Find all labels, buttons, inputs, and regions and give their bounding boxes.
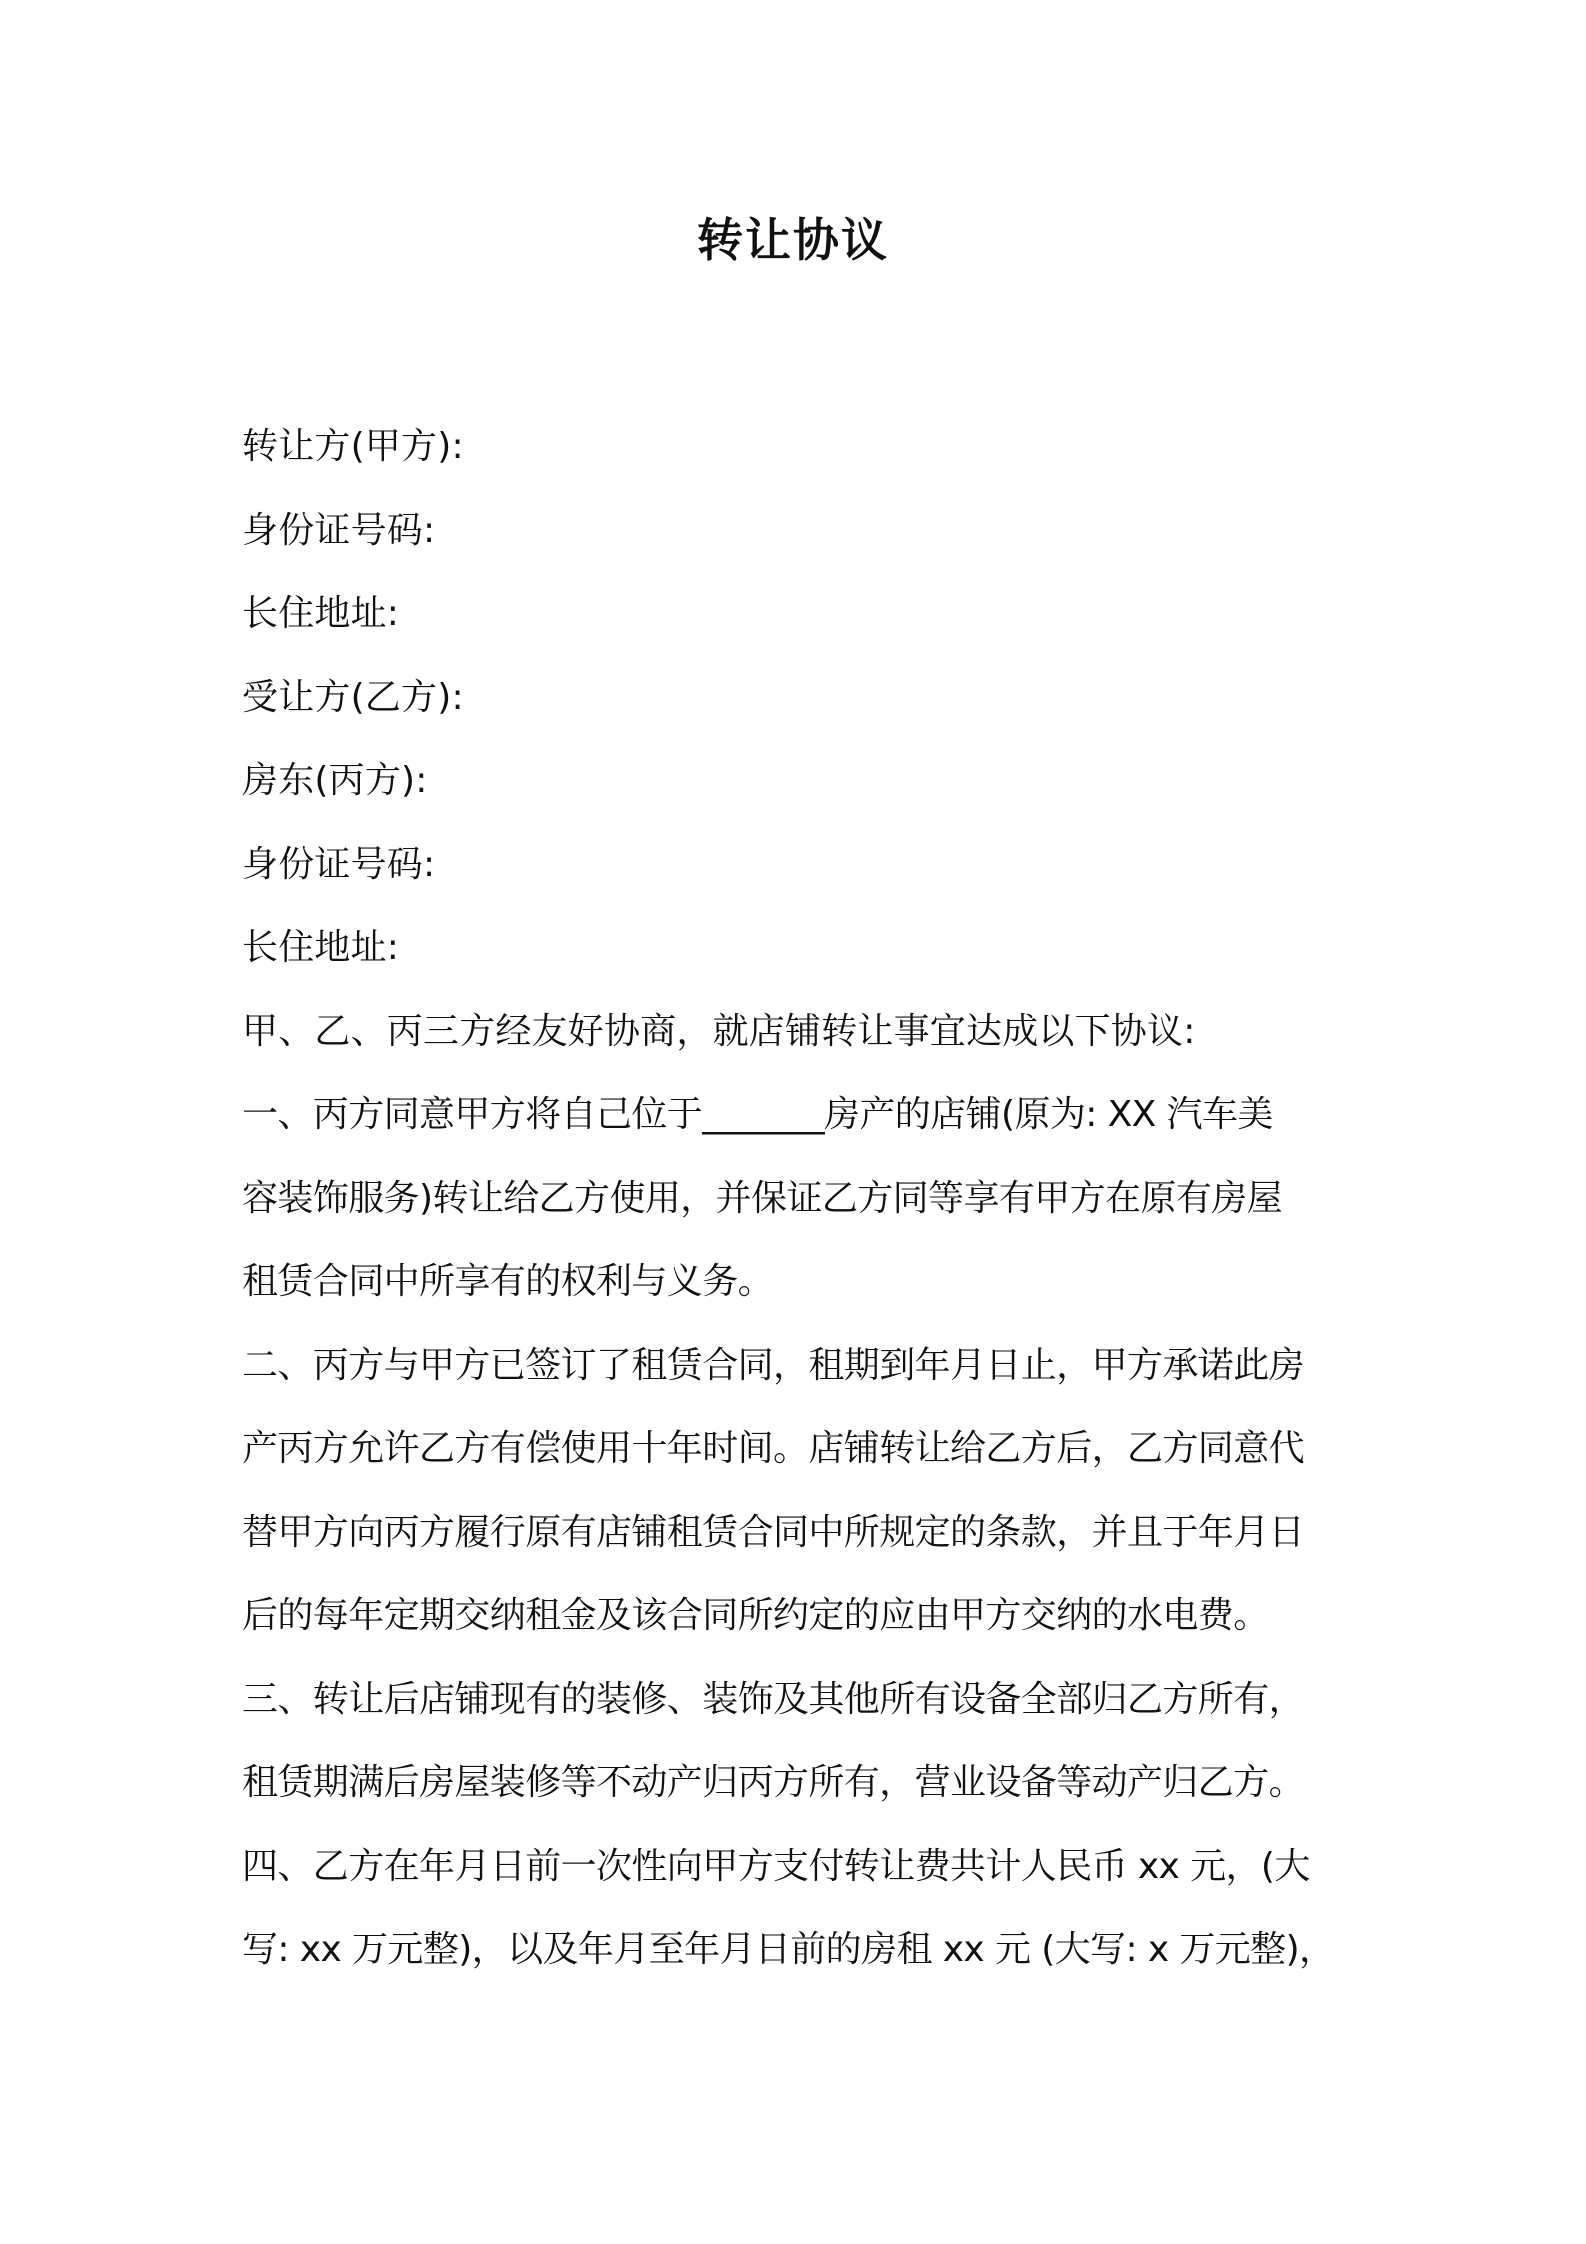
clause-4-line: 写: xx 万元整)，以及年月至年月日前的房租 xx 元 (大写: x 万元整)，	[242, 1929, 1335, 1970]
field-id-number-party-c: 身份证号码:	[242, 843, 436, 885]
document-body	[242, 405, 1354, 1992]
clause-2-line: 产丙方允许乙方有偿使用十年时间。店铺转让给乙方后，乙方同意代	[242, 1428, 1305, 1469]
clause-2-line: 后的每年定期交纳租金及该合同所约定的应由甲方交纳的水电费。	[242, 1595, 1269, 1636]
clause-2-line: 二、丙方与甲方已签订了租赁合同，租期到年月日止，甲方承诺此房	[242, 1344, 1305, 1386]
field-id-number-party-a: 身份证号码:	[242, 509, 436, 551]
field-landlord: 房东(丙方):	[242, 760, 428, 801]
clause-1-line: 容装饰服务)转让给乙方使用，并保证乙方同等享有甲方在原有房屋	[242, 1177, 1283, 1219]
field-transferor: 转让方(甲方):	[242, 426, 464, 467]
clause-1-line: 一、丙方同意甲方将自己位于_______房产的店铺(原为: XX 汽车美	[242, 1094, 1273, 1135]
intro-paragraph: 甲、乙、丙三方经友好协商，就店铺转让事宜达成以下协议:	[242, 1010, 1196, 1052]
field-address-party-c: 长住地址:	[242, 927, 400, 968]
clause-4-line: 四、乙方在年月日前一次性向甲方支付转让费共计人民币 xx 元，(大	[242, 1845, 1310, 1887]
document-title: 转让协议	[697, 213, 889, 267]
clause-2-line: 替甲方向丙方履行原有店铺租赁合同中所规定的条款，并且于年月日	[242, 1511, 1305, 1553]
clause-3-line: 租赁期满后房屋装修等不动产归丙方所有，营业设备等动产归乙方。	[242, 1762, 1305, 1803]
field-address-party-a: 长住地址:	[242, 593, 400, 634]
clause-3-line: 三、转让后店铺现有的装修、装饰及其他所有设备全部归乙方所有，	[242, 1678, 1305, 1720]
field-transferee: 受让方(乙方):	[242, 676, 464, 718]
clause-1-line: 租赁合同中所享有的权利与义务。	[242, 1261, 774, 1302]
